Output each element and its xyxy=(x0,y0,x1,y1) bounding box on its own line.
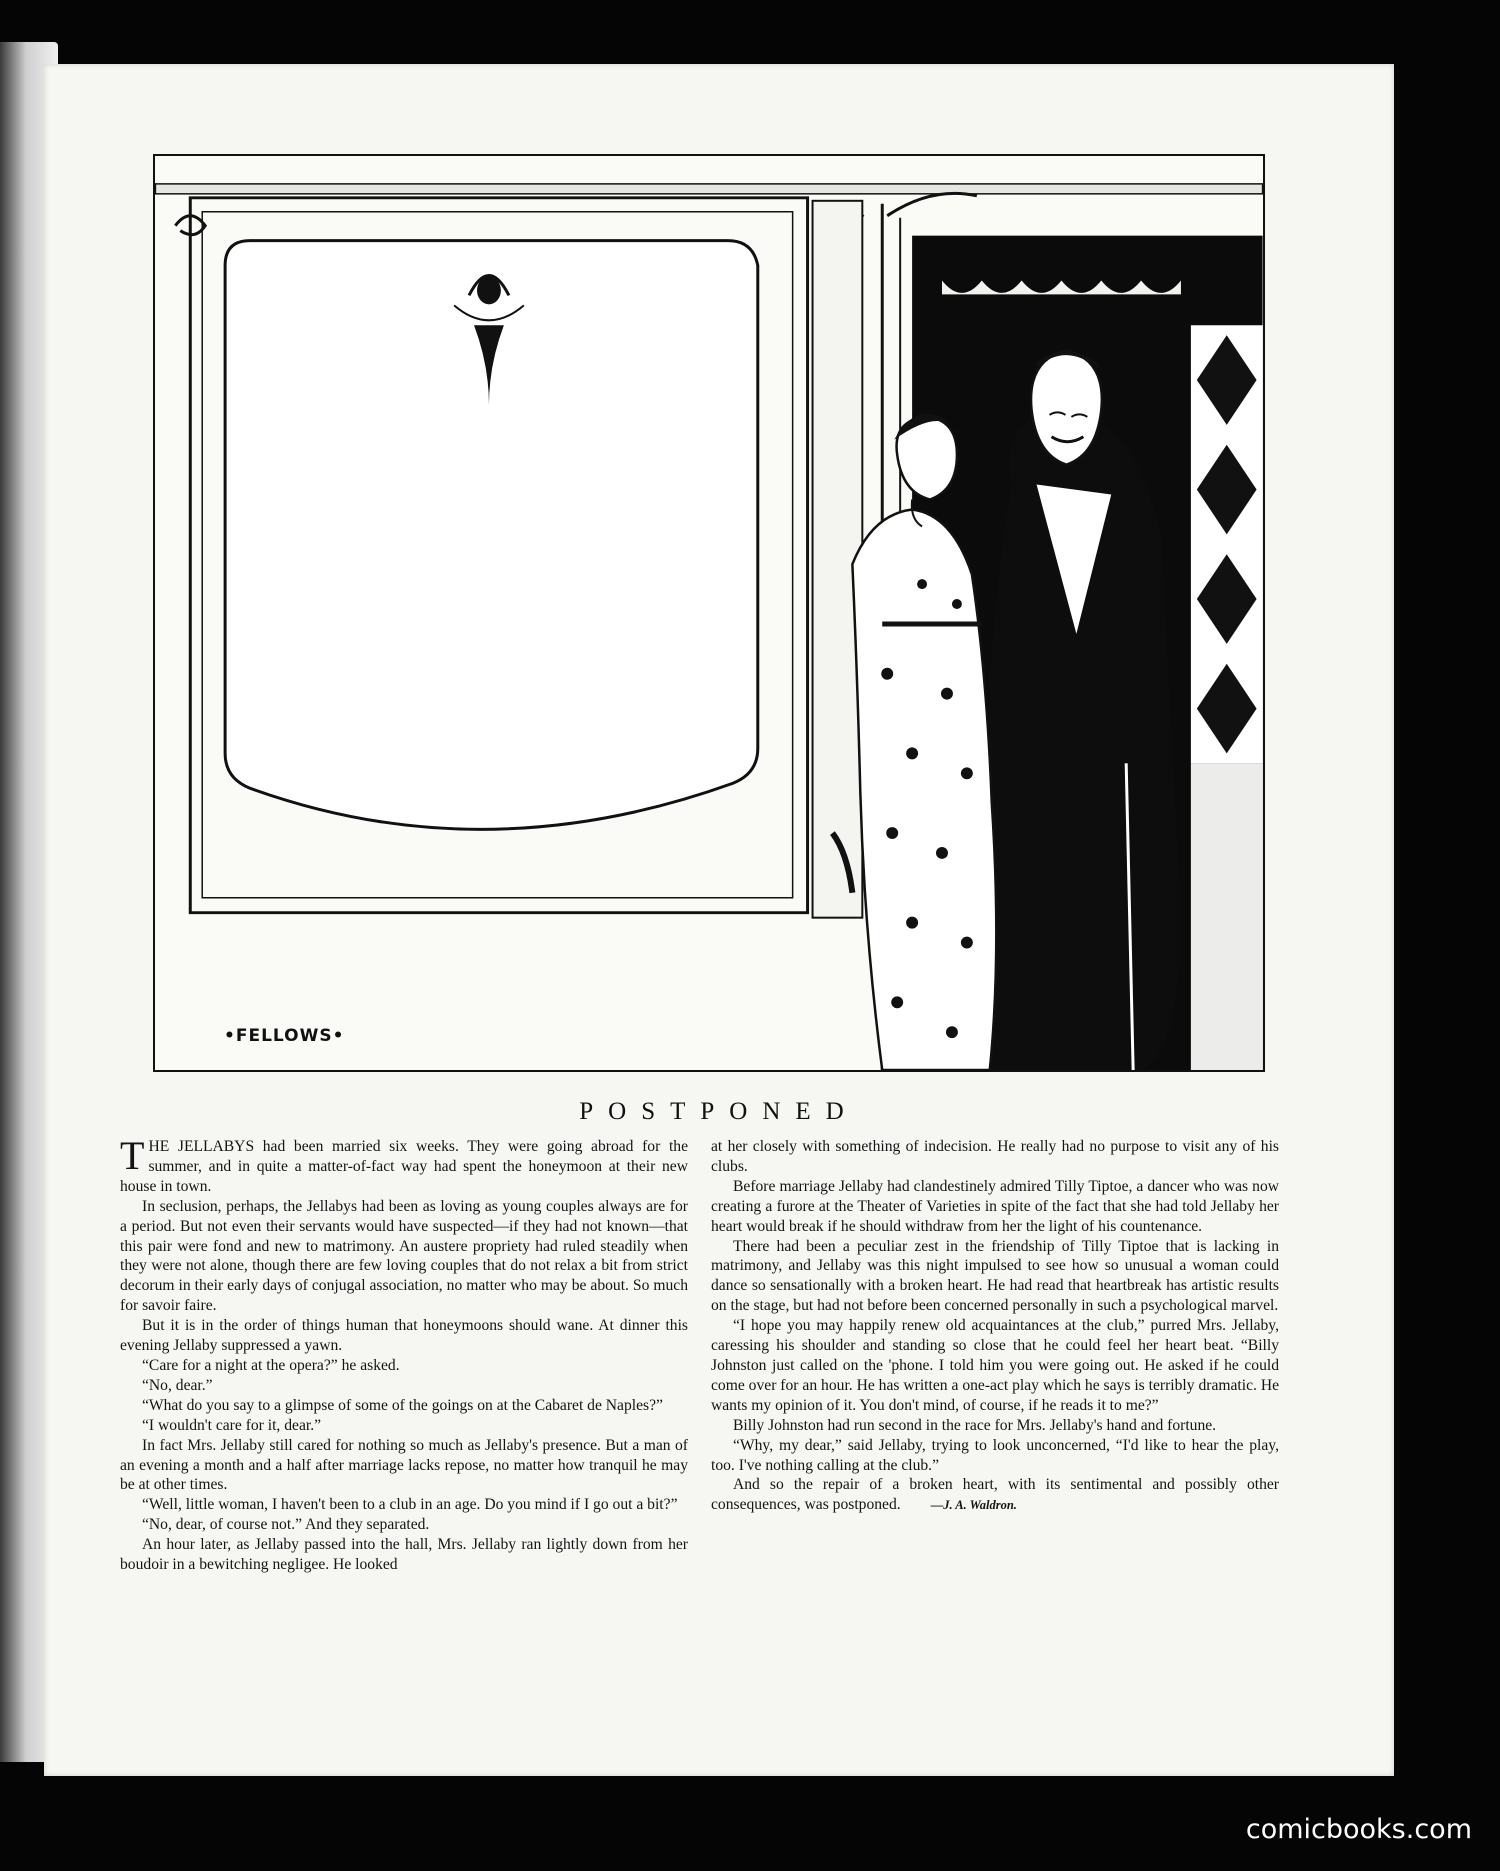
paragraph: “Care for a night at the opera?” he asked. xyxy=(142,1356,400,1374)
paragraph: “I wouldn't care for it, dear.” xyxy=(142,1416,322,1434)
illustration-drawing xyxy=(155,156,1263,1070)
drop-cap: T xyxy=(120,1133,145,1178)
watermark: comicbooks.com xyxy=(1245,1814,1472,1845)
floor-right xyxy=(1191,763,1263,1070)
paragraph: “Well, little woman, I haven't been to a club in an age. Do you mind if I go out a bit?” xyxy=(142,1496,678,1514)
paragraph: “Why, my dear,” said Jellaby, trying to look unconcerned, “I'd like to hear the play, too. I've nothing calling at the club.” xyxy=(711,1436,1279,1474)
paragraph: at her closely with something of indecision. He really had no purpose to visit any of his clubs. xyxy=(711,1138,1279,1175)
paragraph: But it is in the order of things human that honeymoons should wane. At dinner this evening Jellaby suppressed a yawn. xyxy=(120,1317,688,1355)
scroll-ornament-right xyxy=(887,193,977,215)
paragraph: THE JELLABYS had been married six weeks. They were going abroad for the summer, and in quite a matter-of-fact way had spent the honeymoon at their new house in town. xyxy=(120,1133,688,1195)
paragraph: Billy Johnston had run second in the race for Mrs. Jellaby's hand and fortune. xyxy=(733,1416,1217,1434)
text-column-left xyxy=(120,1133,688,1575)
author-credit: —J. A. Waldron. xyxy=(930,1498,1017,1513)
cornice xyxy=(155,184,1262,194)
paragraph: Before marriage Jellaby had clandestinely admired Tilly Tiptoe, a dancer who was now creating a furore at the Theater of Varieties in spite of the fact that she had told Jellaby her heart would break if he should withdraw from her the light of his countenance. xyxy=(711,1177,1279,1235)
paragraph: There had been a peculiar zest in the friendship of Tilly Tiptoe that is lacking in matrimony, and Jellaby was this night impulsed to see how so unusual a woman could dance so sensationally with a broken heart. He had read that heartbreak has artistic results on the stage, but had not before been concerned personally in such a psychological marvel. xyxy=(711,1237,1279,1315)
paragraph: And so the repair of a broken heart, with its sentimental and possibly other consequences, was postponed. —J. A. Waldron. xyxy=(711,1476,1279,1514)
paragraph: An hour later, as Jellaby passed into the hall, Mrs. Jellaby ran lightly down from her boudoir in a bewitching negligee. He looked xyxy=(120,1536,688,1574)
paragraph: In seclusion, perhaps, the Jellabys had been as loving as young couples always are for a period. But not even their servants would have suspected—if they had not known—that this pair were fond and new to matrimony. An austere propriety had ruled steadily when they were not alone, though there are few loving couples that do not relax a bit from strict decorum in their early days of conjugal association, no matter who may be about. So much for savoir faire. xyxy=(120,1197,688,1315)
paragraph: “No, dear, of course not.” And they separated. xyxy=(142,1516,430,1534)
paragraph: “I hope you may happily renew old acquaintances at the club,” purred Mrs. Jellaby, caressing his shoulder and standing so close that he could feel her heart beat. “Billy Johnston just called on the 'phone. I told him you were going out. He asked if he could come over for an hour. He has written a one-act play which he says is terribly dramatic. He wants my opinion of it. You don't mind, of course, if he reads it to me?” xyxy=(711,1317,1279,1414)
article-title: POSTPONED xyxy=(579,1098,859,1125)
magazine-page xyxy=(44,64,1394,1776)
text-column-right xyxy=(711,1137,1279,1516)
paragraph: “What do you say to a glimpse of some of the goings on at the Cabaret de Naples?” xyxy=(142,1396,663,1414)
illustration xyxy=(153,154,1265,1072)
paragraph: In fact Mrs. Jellaby still cared for nothing so much as Jellaby's presence. But a man of an evening a month and a half after marriage lacks repose, no matter how tranquil he may be at other times. xyxy=(120,1436,688,1494)
paragraph: “No, dear.” xyxy=(142,1376,213,1394)
artist-signature: •FELLOWS• xyxy=(224,1026,345,1046)
